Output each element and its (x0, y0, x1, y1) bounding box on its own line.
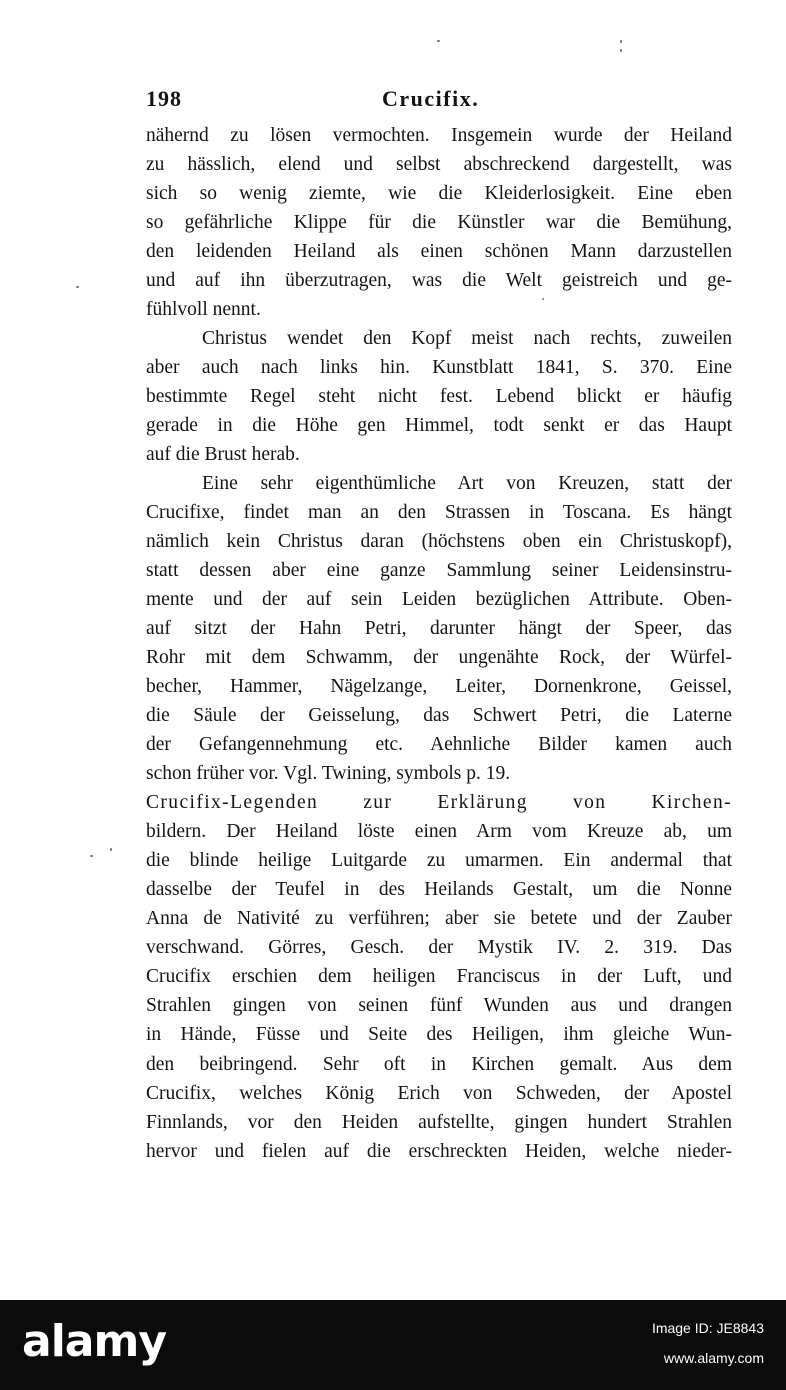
text-line: die blinde heilige Luitgarde zu umarmen. Ein andermal that (146, 850, 732, 872)
text-line: so gefährliche Klippe für die Künstler war die Bemühung, (146, 212, 732, 234)
text-line: der Gefangennehmung etc. Aehnliche Bilder kamen auch (146, 734, 732, 756)
paper-speck (76, 286, 79, 288)
running-head (146, 86, 732, 118)
text-line: Crucifix erschien dem heiligen Franciscus in der Luft, und (146, 966, 732, 988)
text-line: Rohr mit dem Schwamm, der ungenähte Rock, der Würfel- (146, 647, 732, 669)
text-line: den beibringend. Sehr oft in Kirchen gemalt. Aus dem (146, 1053, 732, 1075)
text-line: verschwand. Görres, Gesch. der Mystik IV. 2. 319. Das (146, 937, 732, 959)
text-line: bildern. Der Heiland löste einen Arm vom Kreuze ab, um (146, 821, 732, 843)
text-line: fühlvoll nennt. (146, 299, 261, 321)
alamy-logo: alamy (22, 1316, 166, 1367)
paper-speck (437, 40, 440, 42)
image-id-label: Image ID: JE8843 (651, 1320, 764, 1336)
text-line: zu hässlich, elend und selbst abschreckend dargestellt, was (146, 154, 732, 176)
text-line: aber auch nach links hin. Kunstblatt 1841, S. 370. Eine (146, 357, 732, 379)
text-line: in Hände, Füsse und Seite des Heiligen, ihm gleiche Wun- (146, 1024, 732, 1046)
running-title: Crucifix. (382, 86, 480, 111)
text-line: auf die Brust herab. (146, 444, 300, 466)
text-line: schon früher vor. Vgl. Twining, symbols p. 19. (146, 763, 511, 785)
text-line: Crucifixe, findet man an den Strassen in Toscana. Es hängt (146, 502, 732, 524)
text-line: auf sitzt der Hahn Petri, darunter hängt der Speer, das (146, 618, 732, 640)
text-line: nämlich kein Christus daran (höchstens oben ein Christuskopf), (146, 531, 732, 553)
text-line: Anna de Nativité zu verführen; aber sie betete und der Zauber (146, 908, 732, 930)
text-line: den leidenden Heiland als einen schönen Mann darzustellen (146, 241, 732, 263)
text-line: Finnlands, vor den Heiden aufstellte, gingen hundert Strahlen (146, 1111, 732, 1133)
paper-speck (620, 40, 622, 43)
text-line: statt dessen aber eine ganze Sammlung seiner Leidensinstru- (146, 560, 732, 582)
section-heading-line: Crucifix-Legenden zur Erklärung von Kirchen- (146, 792, 732, 814)
text-line: und auf ihn überzutragen, was die Welt geistreich und ge- (146, 270, 732, 292)
text-line: becher, Hammer, Nägelzange, Leiter, Dornenkrone, Geissel, (146, 676, 732, 698)
website-url: www.alamy.com (663, 1350, 764, 1366)
page-number: 198 (146, 86, 182, 111)
text-line: Crucifix, welches König Erich von Schweden, der Apostel (146, 1082, 732, 1104)
text-line: gerade in die Höhe gen Himmel, todt senkt er das Haupt (146, 415, 732, 437)
paragraph-start-line: Eine sehr eigenthümliche Art von Kreuzen, statt der (202, 473, 732, 495)
text-line: sich so wenig ziemte, wie die Kleiderlosigkeit. Eine eben (146, 183, 732, 205)
paper-speck (110, 848, 112, 851)
body-text (146, 121, 732, 1166)
paragraph-start-line: Christus wendet den Kopf meist nach rechts, zuweilen (202, 328, 732, 350)
paper-speck (620, 49, 622, 52)
text-line: die Säule der Geisselung, das Schwert Petri, die Laterne (146, 705, 732, 727)
text-line: mente und der auf sein Leiden bezüglichen Attribute. Oben- (146, 589, 732, 611)
paper-speck (90, 855, 93, 857)
text-line: nähernd zu lösen vermochten. Insgemein wurde der Heiland (146, 125, 732, 146)
text-line: hervor und fielen auf die erschreckten Heiden, welche nieder- (146, 1140, 732, 1162)
text-line: Strahlen gingen von seinen fünf Wunden aus und drangen (146, 995, 732, 1017)
stock-footer-bar (0, 1300, 786, 1390)
text-line: dasselbe der Teufel in des Heilands Gestalt, um die Nonne (146, 879, 732, 901)
text-line: bestimmte Regel steht nicht fest. Lebend blickt er häufig (146, 386, 732, 408)
